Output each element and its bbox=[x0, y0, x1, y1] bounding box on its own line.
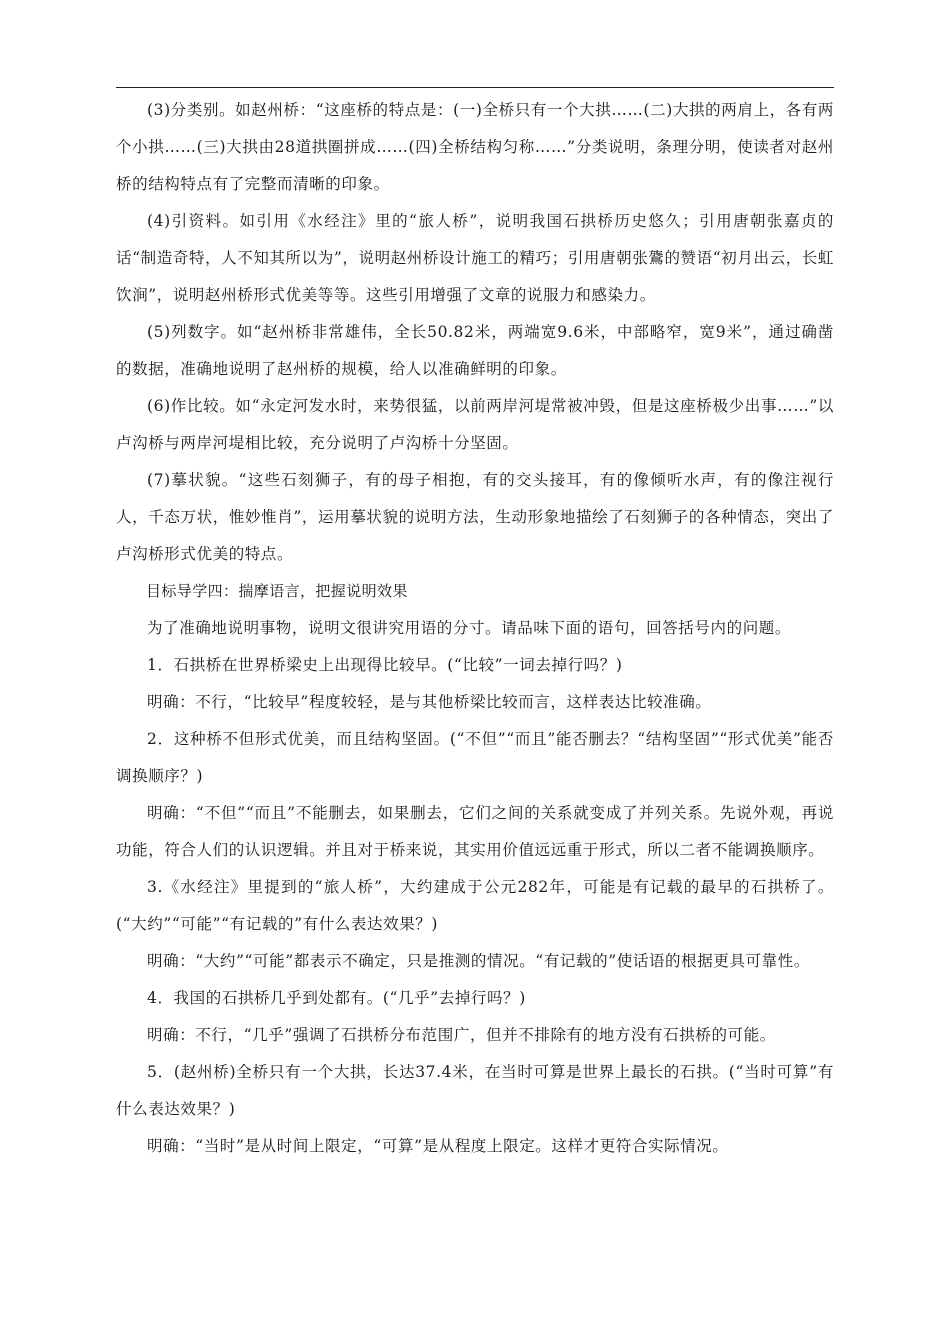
question-3: 3.《水经注》里提到的“旅人桥”，大约建成于公元282年，可能是有记载的最早的石拱桥了。(“大约”“可能”“有记载的”有什么表达效果？) bbox=[116, 878, 834, 933]
paragraph-comparison: (6)作比较。如“永定河发水时，来势很猛，以前两岸河堤常被冲毁，但是这座桥极少出事……”以卢沟桥与两岸河堤相比较，充分说明了卢沟桥十分坚固。 bbox=[116, 397, 834, 452]
paragraph-classification: (3)分类别。如赵州桥：“这座桥的特点是：(一)全桥只有一个大拱……(二)大拱的两肩上，各有两个小拱……(三)大拱由28道拱圈拼成……(四)全桥结构匀称……”分类说明，条理分明，使读者对赵州桥的结构特点有了完整而清晰的印象。 bbox=[116, 101, 834, 193]
question-5: 5．(赵州桥)全桥只有一个大拱，长达37.4米，在当时可算是世界上最长的石拱。(“当时可算”有什么表达效果？) bbox=[116, 1063, 834, 1118]
answer-5: 明确：“当时”是从时间上限定，“可算”是从程度上限定。这样才更符合实际情况。 bbox=[147, 1137, 729, 1155]
page-body bbox=[116, 92, 834, 1165]
question-4: 4．我国的石拱桥几乎到处都有。(“几乎”去掉行吗？) bbox=[147, 989, 526, 1007]
question-2: 2．这种桥不但形式优美，而且结构坚固。(“不但”“而且”能否删去？“结构坚固”“形式优美”能否调换顺序？) bbox=[116, 730, 834, 785]
header-rule bbox=[116, 87, 834, 88]
paragraph-description: (7)摹状貌。“这些石刻狮子，有的母子相抱，有的交头接耳，有的像倾听水声，有的像注视行人，千态万状，惟妙惟肖”，运用摹状貌的说明方法，生动形象地描绘了石刻狮子的各种情态，突出了卢沟桥形式优美的特点。 bbox=[116, 471, 834, 563]
paragraph-citation: (4)引资料。如引用《水经注》里的“旅人桥”，说明我国石拱桥历史悠久；引用唐朝张嘉贞的话“制造奇特，人不知其所以为”，说明赵州桥设计施工的精巧；引用唐朝张鷟的赞语“初月出云，长虹饮涧”，说明赵州桥形式优美等等。这些引用增强了文章的说服力和感染力。 bbox=[116, 212, 835, 304]
question-1: 1．石拱桥在世界桥梁史上出现得比较早。(“比较”一词去掉行吗？) bbox=[147, 656, 623, 674]
answer-1: 明确：不行，“比较早”程度较轻，是与其他桥梁比较而言，这样表达比较准确。 bbox=[147, 693, 712, 711]
answer-2: 明确：“不但”“而且”不能删去，如果删去，它们之间的关系就变成了并列关系。先说外观，再说功能，符合人们的认识逻辑。并且对于桥来说，其实用价值远远重于形式，所以二者不能调换顺序。 bbox=[116, 804, 834, 859]
section-heading: 目标导学四：揣摩语言，把握说明效果 bbox=[146, 582, 408, 600]
paragraph-intro: 为了准确地说明事物，说明文很讲究用语的分寸。请品味下面的语句，回答括号内的问题。 bbox=[147, 619, 792, 637]
paragraph-numbers: (5)列数字。如“赵州桥非常雄伟，全长50.82米，两端宽9.6米，中部略窄，宽9米”，通过确凿的数据，准确地说明了赵州桥的规模，给人以准确鲜明的印象。 bbox=[116, 323, 834, 378]
answer-3: 明确：“大约”“可能”都表示不确定，只是推测的情况。“有记载的”使话语的根据更具可靠性。 bbox=[147, 952, 810, 970]
answer-4: 明确：不行，“几乎”强调了石拱桥分布范围广，但并不排除有的地方没有石拱桥的可能。 bbox=[147, 1026, 776, 1044]
